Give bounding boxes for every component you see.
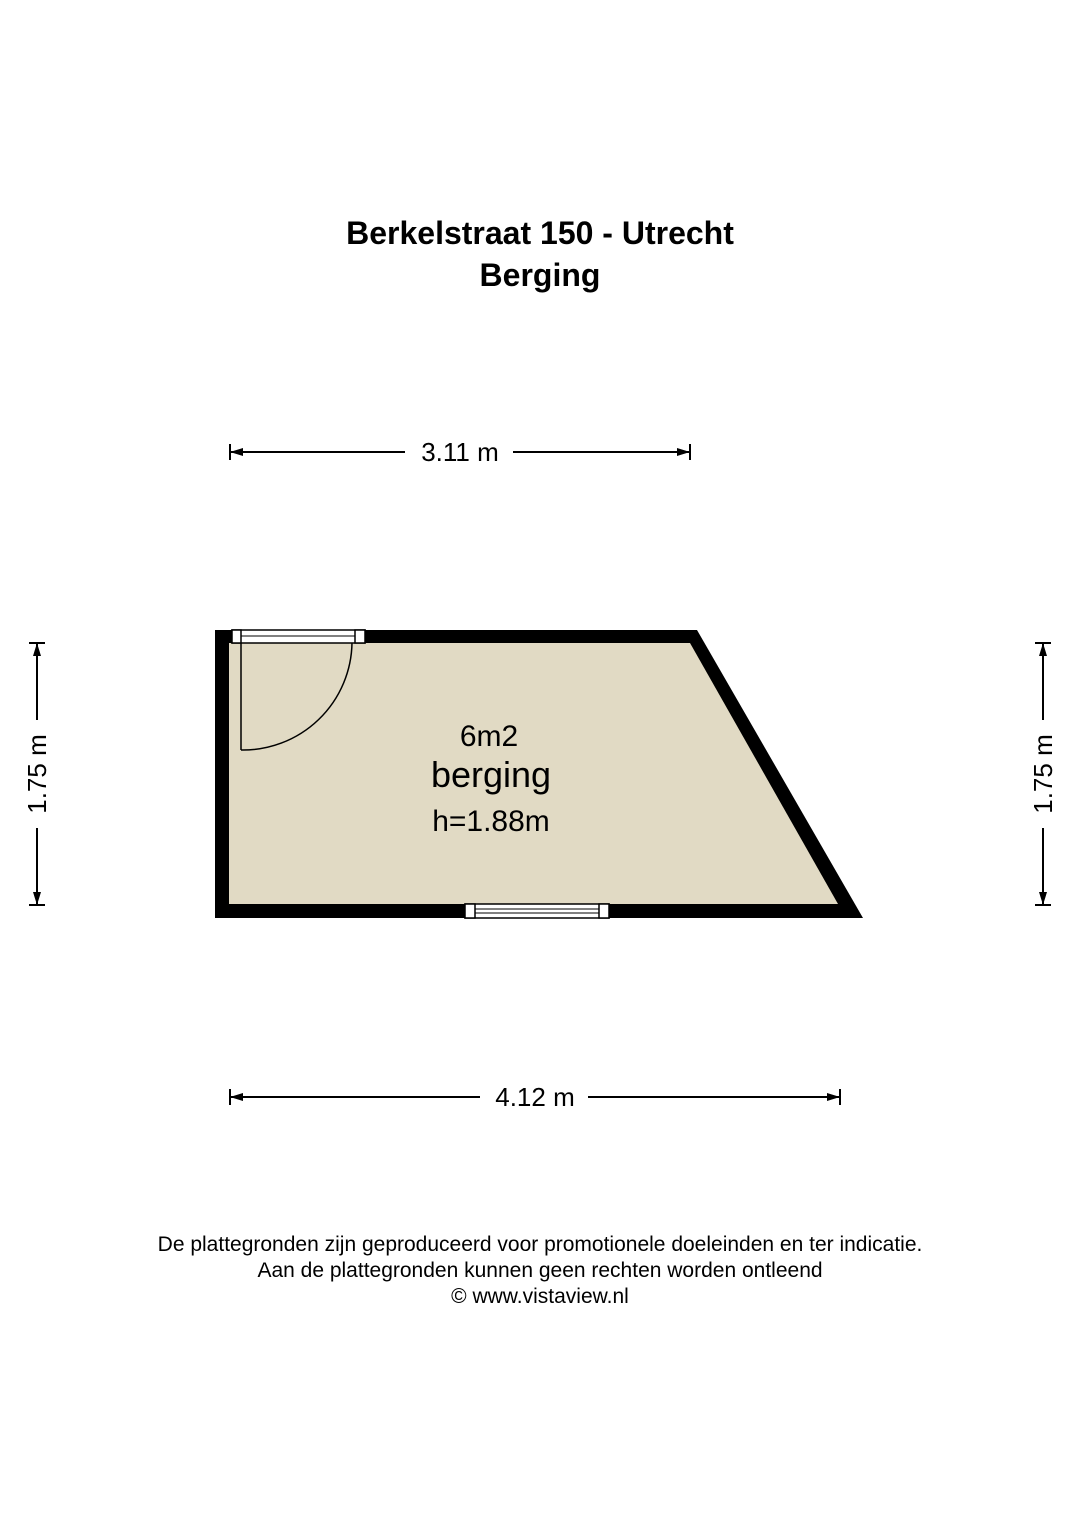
dimension-right: [1028, 643, 1058, 905]
dimension-top: [230, 437, 690, 467]
dimension-left-label: 1.75 m: [22, 734, 52, 814]
door-jamb-right: [355, 630, 365, 643]
window: [465, 904, 609, 918]
dimension-bottom: [230, 1082, 840, 1112]
room-name-label: berging: [430, 754, 552, 795]
disclaimer-copyright: © www.vistaview.nl: [451, 1285, 629, 1308]
plan-title-floor: Berging: [479, 257, 601, 293]
dimension-bottom-label: 4.12 m: [495, 1082, 575, 1112]
plan-title-address: Berkelstraat 150 - Utrecht: [346, 215, 734, 251]
disclaimer-line-2: Aan de plattegronden kunnen geen rechten worden ontleend: [257, 1259, 823, 1282]
dimension-right-label: 1.75 m: [1028, 734, 1058, 814]
door-jamb-left: [232, 630, 241, 643]
dimension-top-label: 3.11 m: [421, 437, 499, 467]
window-jamb-right: [599, 904, 609, 918]
dimension-left: [22, 643, 52, 905]
disclaimer-line-1: De plattegronden zijn geproduceerd voor promotionele doeleinden en ter indicatie.: [157, 1233, 923, 1256]
window-jamb-left: [465, 904, 475, 918]
disclaimer: [0, 1232, 1080, 1310]
room-height-label: h=1.88m: [432, 805, 550, 838]
room-area-label: 6m2: [459, 720, 519, 753]
window-frame: [465, 904, 609, 918]
